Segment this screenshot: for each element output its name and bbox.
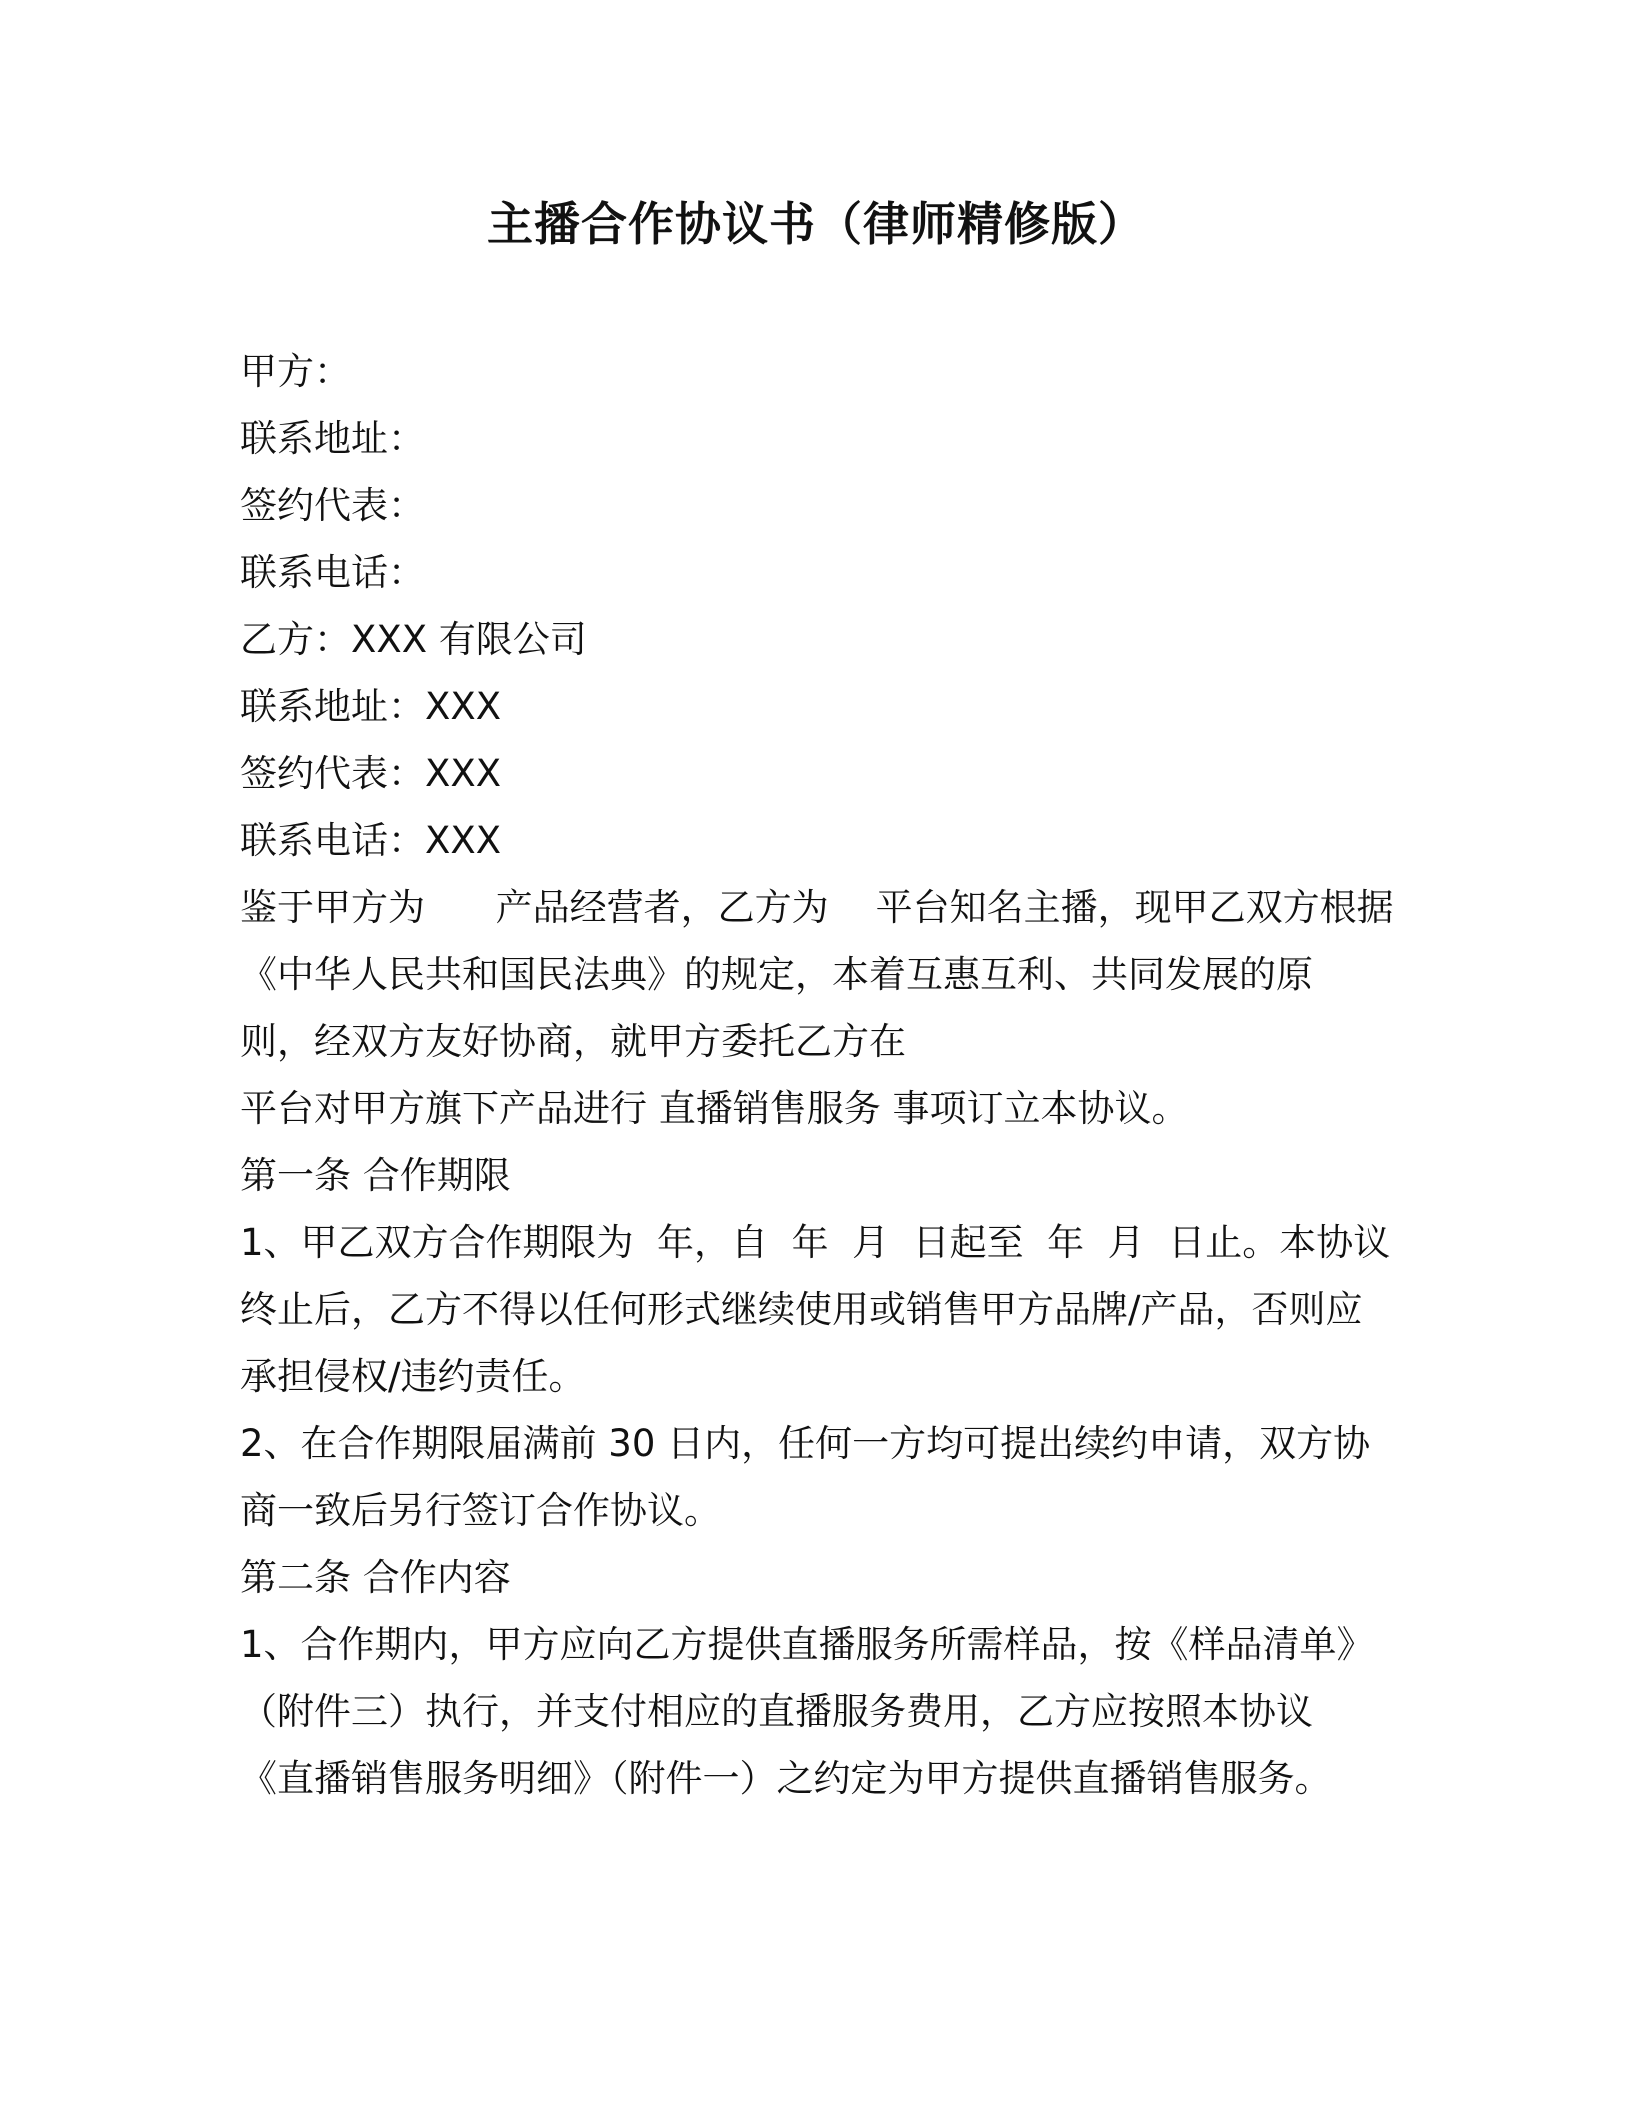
article-2-clause-1-line-3: 《直播销售服务明细》（附件一）之约定为甲方提供直播销售服务。 [240,1757,1332,1800]
party-b-phone: 联系电话：XXX [240,819,502,862]
article-1-clause-2-line-2: 商一致后另行签订合作协议。 [240,1489,721,1532]
preamble-line-1: 鉴于甲方为 产品经营者，乙方为 平台知名主播，现甲乙双方根据 [240,886,1394,929]
preamble-line-3: 则，经双方友好协商，就甲方委托乙方在 [240,1020,906,1063]
party-b-representative: 签约代表：XXX [240,752,502,795]
party-a-phone: 联系电话： [240,551,425,594]
document-title: 主播合作协议书（律师精修版） [487,197,1145,251]
preamble-line-4: 平台对甲方旗下产品进行 直播销售服务 事项订立本协议。 [240,1087,1189,1130]
party-b-label: 乙方：XXX 有限公司 [240,618,587,661]
document-body [240,338,1420,1812]
party-b-address: 联系地址：XXX [240,685,502,728]
article-2-clause-1-line-2: （附件三）执行，并支付相应的直播服务费用，乙方应按照本协议 [240,1690,1313,1733]
party-a-address: 联系地址： [240,417,425,460]
article-1-clause-1-line-2: 终止后，乙方不得以任何形式继续使用或销售甲方品牌/产品，否则应 [240,1288,1363,1331]
article-1-clause-1-line-1: 1、甲乙双方合作期限为 年，自 年 月 日起至 年 月 日止。本协议 [240,1221,1391,1264]
preamble-line-2: 《中华人民共和国民法典》的规定，本着互惠互利、共同发展的原 [240,953,1313,996]
article-1-heading: 第一条 合作期限 [240,1154,511,1197]
article-2-clause-1-line-1: 1、合作期内，甲方应向乙方提供直播服务所需样品，按《样品清单》 [240,1623,1374,1666]
article-2-heading: 第二条 合作内容 [240,1556,511,1599]
article-1-clause-1-line-3: 承担侵权/违约责任。 [240,1355,586,1398]
article-1-clause-2-line-1: 2、在合作期限届满前 30 日内，任何一方均可提出续约申请，双方协 [240,1422,1371,1465]
party-a-label: 甲方： [240,350,351,393]
party-a-representative: 签约代表： [240,484,425,527]
